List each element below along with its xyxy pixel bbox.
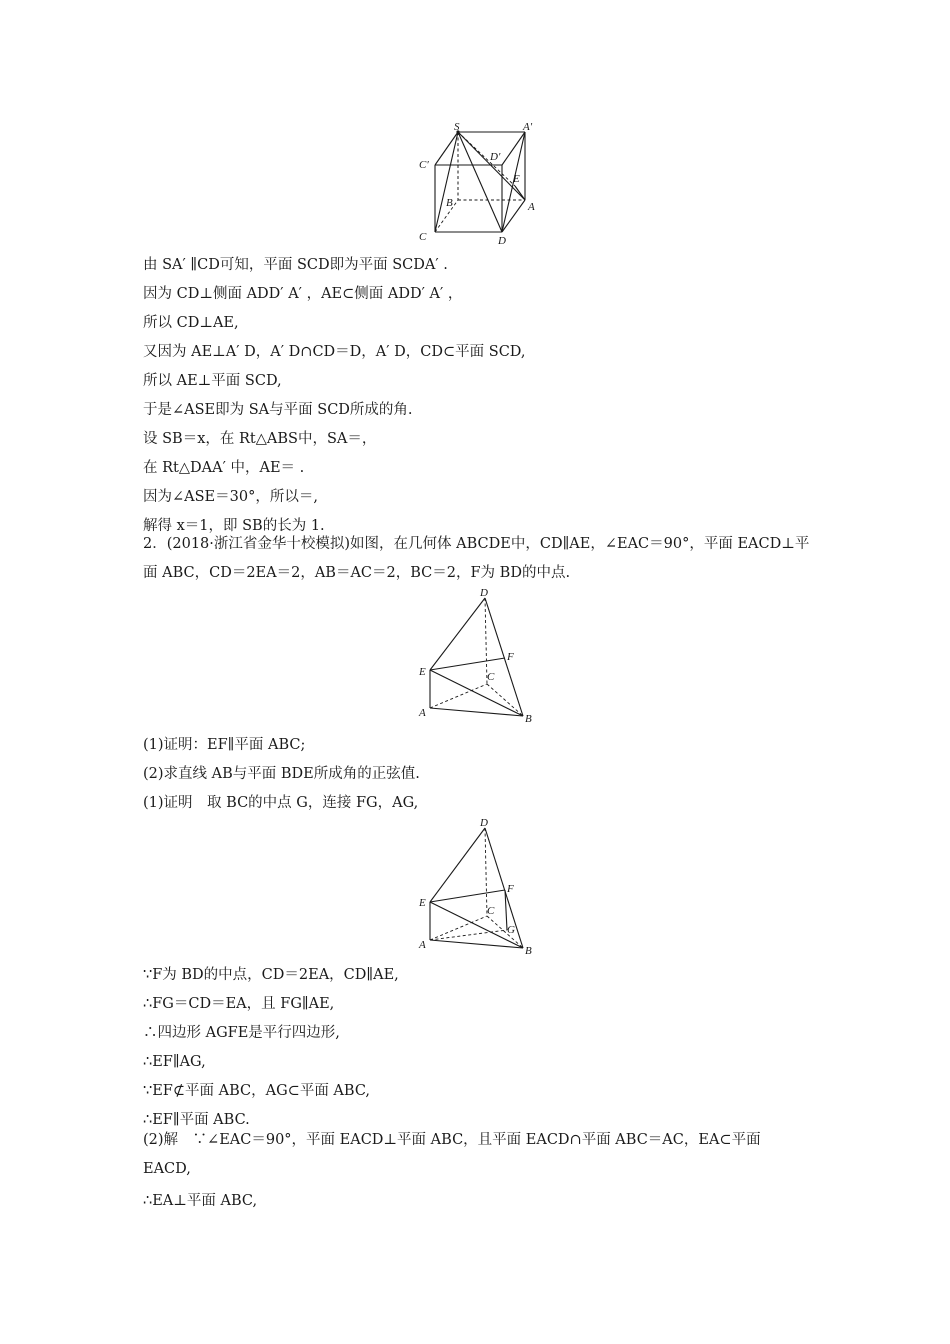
proof-line-5: ∵EF⊄平面 ABC，AG⊂平面 ABC, (143, 1083, 371, 1099)
label-G: G (507, 924, 515, 936)
question-2: (2)求直线 AB与平面 BDE所成角的正弦值. (143, 766, 420, 782)
label-F: F (507, 883, 514, 895)
question-1: (1)证明：EF∥平面 ABC; (143, 737, 306, 753)
label-B: B (525, 713, 532, 725)
figure-cube-pyramid-svg (410, 120, 550, 250)
figure-polyhedron-with-g-svg (415, 818, 545, 958)
label-E: E (419, 666, 426, 678)
label-A: A (419, 939, 426, 951)
label-C: C (487, 905, 495, 917)
text-line-4: 又因为 AE⊥A′ D，A′ D∩CD＝D，A′ D，CD⊂平面 SCD, (143, 344, 526, 360)
label-D: D (480, 817, 488, 829)
label-C: C (487, 671, 495, 683)
figure-cube-pyramid (410, 120, 550, 250)
label-A: A (528, 201, 535, 213)
label-A: A (419, 707, 426, 719)
text-line-7: 设 SB＝x，在 Rt△ABS中，SA＝， (143, 431, 377, 447)
text-line-6: 于是∠ASE即为 SA与平面 SCD所成的角. (143, 402, 413, 418)
label-E: E (419, 897, 426, 909)
text-line-5: 所以 AE⊥平面 SCD, (143, 373, 282, 389)
proof-line-6: ∴EF∥平面 ABC. (143, 1112, 250, 1128)
proof-start: (1)证明 取 BC的中点 G，连接 FG，AG, (143, 795, 419, 811)
proof-line-1: ∵F为 BD的中点，CD＝2EA，CD∥AE, (143, 967, 399, 983)
label-A-prime: A′ (523, 121, 533, 133)
label-D-prime: D′ (490, 151, 501, 163)
figure-polyhedron-svg (415, 588, 545, 723)
label-F: F (507, 651, 514, 663)
text-line-9: 因为∠ASE＝30°，所以＝, (143, 489, 318, 505)
label-S: S (454, 121, 460, 133)
label-B: B (446, 197, 453, 209)
solution-2-last-line: ∴EA⊥平面 ABC, (143, 1193, 258, 1209)
figure-polyhedron (415, 588, 545, 723)
label-D: D (498, 235, 506, 247)
label-B: B (525, 945, 532, 957)
label-C-prime: C′ (419, 159, 429, 171)
text-line-2: 因为 CD⊥侧面 ADD′ A′ ，AE⊂侧面 ADD′ A′ ， (143, 286, 463, 302)
proof-line-3: ∴四边形 AGFE是平行四边形, (143, 1025, 340, 1041)
figure-polyhedron-with-g (415, 818, 545, 958)
proof-line-4: ∴EF∥AG, (143, 1054, 206, 1070)
problem-2-statement: 2．(2018·浙江省金华十校模拟)如图，在几何体 ABCDE中，CD∥AE，∠EAC＝90°，平面 EACD⊥平面 ABC，CD＝2EA＝2，AB＝AC＝2，BC＝2，F为 BD的中点. (143, 536, 810, 581)
text-line-3: 所以 CD⊥AE, (143, 315, 239, 331)
label-D: D (480, 587, 488, 599)
label-E: E (513, 173, 520, 185)
text-line-10: 解得 x＝1，即 SB的长为 1. (143, 518, 325, 534)
text-line-8: 在 Rt△DAA′ 中，AE＝ . (143, 460, 305, 476)
text-line-1: 由 SA′ ∥CD可知，平面 SCD即为平面 SCDA′ . (143, 257, 448, 273)
proof-line-2: ∴FG＝CD＝EA，且 FG∥AE, (143, 996, 335, 1012)
label-C: C (419, 231, 427, 243)
solution-2-statement: (2)解 ∵∠EAC＝90°，平面 EACD⊥平面 ABC，且平面 EACD∩平面 ABC＝AC，EA⊂平面 EACD, (143, 1132, 761, 1177)
